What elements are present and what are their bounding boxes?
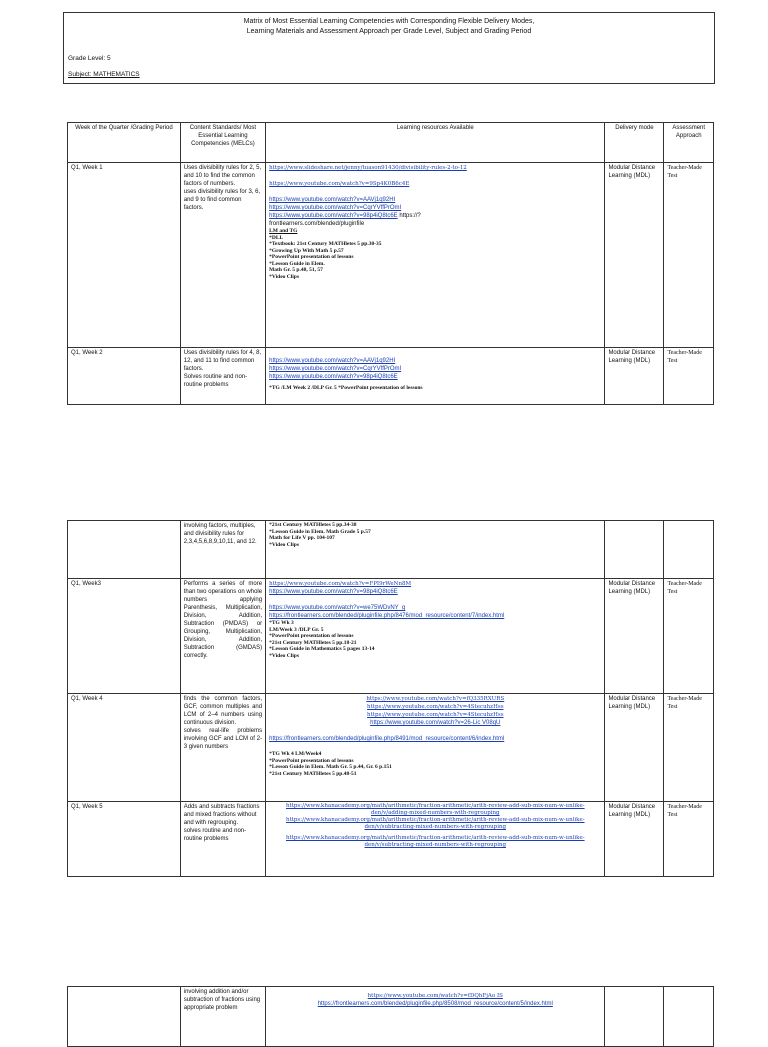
assessment-cell: Teacher-Made Test <box>664 348 714 405</box>
resource-link[interactable]: https://www.slideshare.net/jenny/tuason91430/divisibility-rules-2-to-12 <box>269 165 467 171</box>
resource-link[interactable]: https://frontlearners.com/blended/pluginfile.php/8476/mod_resource/content/7/index.html <box>269 613 505 619</box>
resource-note: *TG Wk 4 LM/Week4 <box>269 751 322 757</box>
competency-cell: Adds and subtracts fractions and mixed fractions without and with regrouping. solves routine and non-routine problems <box>180 802 265 877</box>
resource-link[interactable]: https://www.youtube.com/watch?v=CqrYVffPrOmI <box>269 366 402 372</box>
resource-link[interactable]: https://www.youtube.com/watch?v=98p4iQ8tc6E <box>269 374 398 380</box>
assessment-cell: Teacher-Made Test <box>664 163 714 348</box>
resources-cell <box>266 348 605 405</box>
resource-note: *DLL <box>269 234 284 241</box>
table-row <box>68 163 714 348</box>
resource-link[interactable]: https://www.khanacademy.org/math/arithmetic/fraction-arithmetic/arith-review-add-sub-mix-num-w-unlike-den/v/subtracting-mixed-numbers-with-regrouping <box>285 835 585 848</box>
resource-link[interactable]: https://www.youtube.com/watch?v=26-Lic V08qU <box>370 720 501 726</box>
resource-note: Math for Life V pp. 104-107 <box>269 535 335 541</box>
delivery-cell: Modular Distance Learning (MDL) <box>605 348 664 405</box>
competency-cell: finds the common factors, GCF, common multiples and LCM of 2–4 numbers using continuous division. solves real-life problems involving GCF and LCM of 2-3 given numbers <box>180 694 265 802</box>
resource-note: *Video Clips <box>269 652 300 659</box>
week-cell <box>68 987 181 1047</box>
week-cell: Q1, Week3 <box>68 579 181 694</box>
resource-link[interactable]: https://www.youtube.com/watch?v=fDQhFjAo IS <box>367 993 503 999</box>
resource-note: *Video Clips <box>269 541 300 548</box>
document-header <box>63 12 715 84</box>
resource-note: *Video Clips <box>269 273 300 280</box>
resource-text: frontlearners.com/blended/pluginfile <box>269 221 365 227</box>
competency-table-3 <box>67 986 714 1047</box>
col-competencies: Content Standards/ Most Essential Learning Competencies (MELCs) <box>180 123 265 163</box>
resource-note: *PowerPoint presentation of lessons <box>269 633 354 639</box>
table-row <box>68 579 714 694</box>
col-assessment: Assessment Approach <box>664 123 714 163</box>
table-row <box>68 802 714 877</box>
resource-note: *Textbook: 21st Century MATHletes 5 pp.30-35 <box>269 241 382 247</box>
competency-cell: involving addition and/or subtraction of fractions using appropriate problem <box>180 987 265 1047</box>
resources-cell <box>266 694 605 802</box>
competency-cell: Performs a series of more than two operations on whole numbers applying Parenthesis, Multiplication, Division, Addition, Subtraction (PMDAS) or Grouping, Multiplication, Division, Addition, Subtraction (GMDAS) correctly. <box>180 579 265 694</box>
competency-cell: involving factors, multiples, and divisibility rules for 2,3,4,5,6,8,9,10,11, and 12. <box>180 521 265 579</box>
assessment-cell: Teacher-Made Test <box>664 694 714 802</box>
resource-link[interactable]: https://www.youtube.com/watch?v=4StecuhzHss <box>367 704 504 710</box>
resource-note: *21st Century MATHletes 5 pp.18-21 <box>269 639 357 646</box>
resources-cell <box>266 802 605 877</box>
delivery-cell <box>605 521 664 579</box>
week-cell: Q1, Week 5 <box>68 802 181 877</box>
col-week: Week of the Quarter /Grading Period <box>68 123 181 163</box>
assessment-cell: Teacher-Made Test <box>664 579 714 694</box>
resource-link[interactable]: https://www.khanacademy.org/math/arithmetic/fraction-arithmetic/arith-review-add-sub-mix-num-w-unlike-den/v/subtracting-mixed-numbers-with-regrouping <box>285 817 585 830</box>
delivery-cell: Modular Distance Learning (MDL) <box>605 579 664 694</box>
subject-label: Subject: MATHEMATICS <box>68 71 140 78</box>
week-cell: Q1, Week 4 <box>68 694 181 802</box>
resource-link[interactable]: https://www.youtube.com/watch?v=4StecuhzHss <box>367 712 504 718</box>
document-title: Matrix of Most Essential Learning Competencies with Corresponding Flexible Delivery Modes, Learning Materials and Assessment Approach per Grade Level, Subject and Grading Period <box>243 18 535 35</box>
table-header-row <box>68 123 714 163</box>
resource-link[interactable]: https://frontlearners.com/blended/pluginfile.php/8491/mod_resource/content/6/index.html <box>269 736 505 742</box>
resource-note: *TG Wk 3 <box>269 620 294 626</box>
resource-note: *Lesson Guide in Elem. <box>269 260 325 267</box>
resource-link[interactable]: https://www.youtube.com/watch?v=AAVj1q92HI <box>269 197 396 203</box>
resource-link[interactable]: https://www.youtube.com/watch?v=AAVj1q92HI <box>269 358 396 364</box>
delivery-cell: Modular Distance Learning (MDL) <box>605 163 664 348</box>
resource-link[interactable]: https://www.youtube.com/watch?v=98p4iQ8tc6E <box>269 589 398 595</box>
resource-text: https://? <box>397 213 421 219</box>
assessment-cell <box>664 987 714 1047</box>
resource-note: *Lesson Guide in Elem. Math Grade 5 p.57 <box>269 528 371 535</box>
resource-note: Math Gr. 5 p.48, 51, 57 <box>269 267 323 273</box>
resource-note: *TG /LM Week 2 /DLP Gr. 5 *PowerPoint presentation of lessons <box>269 385 423 391</box>
table-row <box>68 348 714 405</box>
resource-note: *Lesson Guide in Mathematics 5 pages 13-14 <box>269 646 375 652</box>
resource-note: *Growing Up With Math 5 p.57 <box>269 247 344 254</box>
resource-link[interactable]: https://www.khanacademy.org/math/arithmetic/fraction-arithmetic/arith-review-add-sub-mix-num-w-unlike-den/v/adding-mixed-numbers-with-regrouping <box>285 803 585 816</box>
delivery-cell <box>605 987 664 1047</box>
resources-cell <box>266 163 605 348</box>
resource-link[interactable]: https://www.youtube.com/watch?v=CqrYVffPrOmI <box>269 205 402 211</box>
resource-note: *PowerPoint presentation of lessons <box>269 757 354 764</box>
competency-table-1 <box>67 122 714 405</box>
competency-table-2 <box>67 520 714 877</box>
table-row <box>68 694 714 802</box>
table-row <box>68 521 714 579</box>
resource-note: *21st Century MATHletes 5 pp.34-38 <box>269 522 357 528</box>
resource-note: LM and TG <box>269 228 298 234</box>
delivery-cell: Modular Distance Learning (MDL) <box>605 694 664 802</box>
week-cell: Q1, Week 2 <box>68 348 181 405</box>
delivery-cell: Modular Distance Learning (MDL) <box>605 802 664 877</box>
resource-note: *PowerPoint presentation of lessons <box>269 254 354 260</box>
week-cell: Q1, Week 1 <box>68 163 181 348</box>
resource-link[interactable]: https://www.youtube.com/watch?v=we75WDvNY_g <box>269 605 406 611</box>
table-row <box>68 987 714 1047</box>
resources-cell <box>266 987 605 1047</box>
resource-link[interactable]: https://www.youtube.com/watch?v=98p4iQ8tc6E <box>269 213 398 219</box>
col-delivery: Delivery mode <box>605 123 664 163</box>
resources-cell <box>266 521 605 579</box>
competency-cell: Uses divisibility rules for 2, 5, and 10 to find the common factors of numbers. uses divisibility rules for 3, 6, and 9 to find common factors. <box>180 163 265 348</box>
resources-cell <box>266 579 605 694</box>
resource-link[interactable]: https://frontlearners.com/blended/pluginfile.php/8508/mod_resource/content/5/index.html <box>317 1001 553 1007</box>
col-resources: Learning resources Available <box>266 123 605 163</box>
resource-link[interactable]: https://www.youtube.com/watch?v=9Sp4K0B6c4E <box>269 181 410 187</box>
resource-link[interactable]: https://www.youtube.com/watch?v=FPI9rWeNn8M <box>269 581 412 587</box>
resource-note: *Lesson Guide in Elem. Math Gr. 5 p.44, Gr. 6 p.151 <box>269 764 392 770</box>
week-cell <box>68 521 181 579</box>
resource-link[interactable]: https://www.youtube.com/watch?v=fQ335RXURS <box>366 696 505 702</box>
resource-note: LM/Week 3 /DLP Gr. 5 <box>269 626 324 633</box>
assessment-cell <box>664 521 714 579</box>
grade-level: Grade Level: 5 <box>68 55 111 62</box>
assessment-cell: Teacher-Made Test <box>664 802 714 877</box>
resource-line <box>269 212 601 220</box>
resource-note: *21st Century MATHletes 5 pp.48-51 <box>269 770 357 777</box>
competency-cell: Uses divisibility rules for 4, 8, 12, and 11 to find common factors. Solves routine and non-routine problems <box>180 348 265 405</box>
